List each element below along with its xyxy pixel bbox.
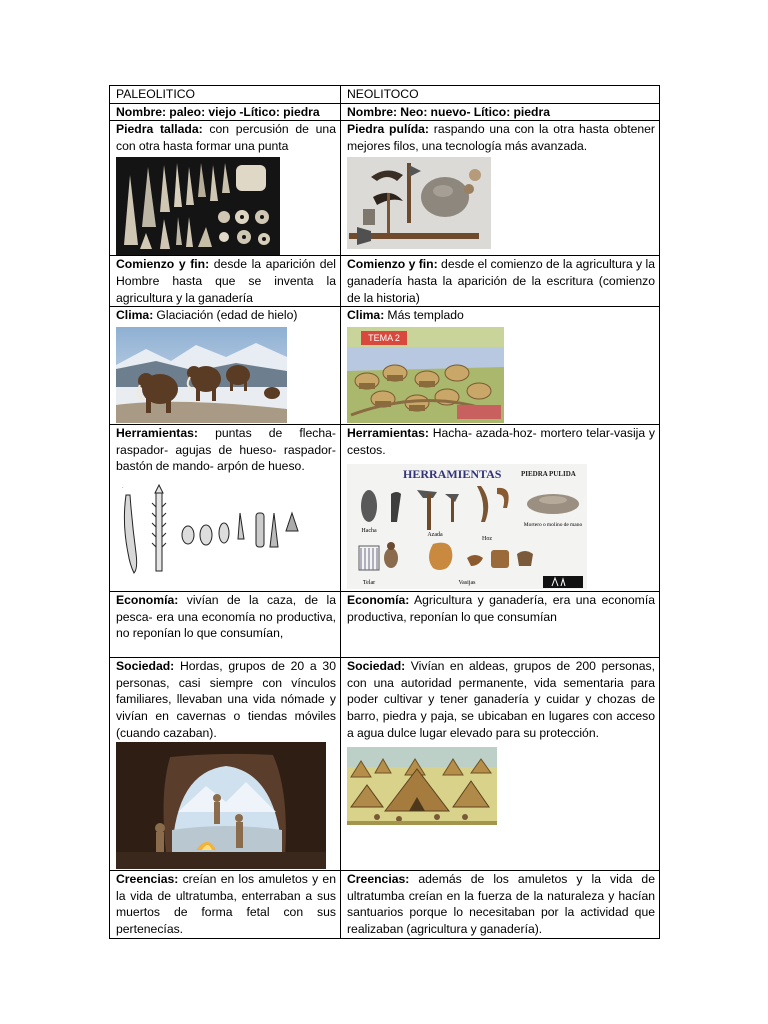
cave-image bbox=[116, 742, 336, 869]
piedra-row bbox=[110, 121, 660, 256]
header-neolitico: NEOLITOCO bbox=[341, 86, 660, 104]
poster-label-mortero: Mortero o molino de mano bbox=[523, 522, 583, 529]
sociedad-left-cell: Sociedad: Hordas, grupos de 20 a 30 personas, casi siempre con vínculos familiares, llevaban una vida nómade y vivían en cavernas o tiendas móviles (cuando cazaban). bbox=[110, 658, 341, 871]
comienzo-left-text: desde la aparición del Hombre hasta que se inventa la agricultura y la ganadería bbox=[116, 257, 336, 305]
herramientas-row bbox=[110, 425, 660, 592]
comienzo-row: Comienzo y fin: desde la aparición del Hombre hasta que se inventa la agricultura y la ganadería Comienzo y fin: desde el comienzo de la agricultura y la ganadería hasta la aparición de la escritura (comienzo de la historia) bbox=[110, 256, 660, 307]
poster-label-hacha: Hacha bbox=[361, 528, 377, 535]
herramientas-right-cell: Herramientas: Hacha- azada-hoz- mortero telar-vasija y cestos. HERRAMIENTAS PIEDRA PULIDA Hacha Azada Hoz Mortero o molino de mano Telar Vasijas bbox=[341, 425, 660, 592]
economia-right-text: Agricultura y ganadería, era una economía productiva, reponían lo que consumían bbox=[347, 593, 655, 624]
header-paleolitico: PALEOLITICO bbox=[110, 86, 341, 104]
huts-village-image bbox=[347, 747, 655, 825]
piedra-right-cell: Piedra pulída: raspando una con la otra hasta obtener mejores filos, una tecnología más avanzada. bbox=[341, 121, 660, 256]
sociedad-right-cell: Sociedad: Vivían en aldeas, grupos de 200 personas, con una autoridad permanente, vida sementaria para poder cultivar y tener ganadería y cuidar y chozas de barro, piedra y paja, se ubicaban en lugares con acceso a agua dulce lugar elevado para su protección. bbox=[341, 658, 660, 871]
nombre-left: Nombre: paleo: viejo -Lítico: piedra bbox=[116, 104, 320, 119]
sociedad-row bbox=[110, 658, 660, 871]
svg-text:·: · bbox=[122, 484, 124, 491]
poster-subtitle: PIEDRA PULIDA bbox=[521, 470, 576, 479]
clima-right-text: Más templado bbox=[384, 308, 464, 323]
piedra-left-cell: Piedra tallada: con percusión de una con otra hasta formar una punta bbox=[110, 121, 341, 256]
clima-right-cell: Clima: Más templado TEMA 2 bbox=[341, 307, 660, 425]
poster-label-azada: Azada bbox=[427, 532, 443, 539]
mammoths-image bbox=[116, 327, 336, 423]
piedra-right-text: raspando una con la otra hasta obtener mejores filos, una tecnología más avanzada. bbox=[347, 122, 655, 153]
sociedad-right-text: Vivían en aldeas, grupos de 200 personas, con una autoridad permanente, vida sementaria para poder cultivar y tener ganadería y cuidar y chozas de barro, piedra y paja, se ubicaban en lugares con acceso a agua dulce lugar elevado para su protección. bbox=[347, 659, 655, 740]
tema-caption: TEMA 2 bbox=[368, 332, 400, 343]
header-row bbox=[110, 86, 660, 104]
poster-label-telar: Telar bbox=[362, 580, 376, 587]
stone-tools-image bbox=[116, 157, 336, 255]
herramientas-left-cell: Herramientas: puntas de flecha-raspador- agujas de hueso- raspador-bastón de mando- arpón de hueso. · bbox=[110, 425, 341, 592]
nombre-right: Nombre: Neo: nuevo- Lítico: piedra bbox=[347, 104, 551, 119]
herramientas-left-text: puntas de flecha-raspador- agujas de hueso- raspador-bastón de mando- arpón de hueso. bbox=[116, 426, 336, 474]
creencias-left-text: creían en los amuletos y en la vida de ultratumba, enterraban a sus muertos de forma fetal con sus pertenecías. bbox=[116, 872, 336, 936]
comparison-table bbox=[109, 85, 660, 939]
economia-left-text: vivían de la caza, de la pesca- era una economía no productiva, no reponían lo que consumían, bbox=[116, 593, 336, 641]
neolithic-tools-poster bbox=[347, 464, 655, 589]
village-image bbox=[347, 327, 655, 423]
economia-row: Economía: vivían de la caza, de la pesca- era una economía no productiva, no reponían lo que consumían, Economía: Agricultura y ganadería, era una economía productiva, reponían lo que consumían bbox=[110, 592, 660, 658]
comienzo-right-text: desde el comienzo de la agricultura y la ganadería hasta la aparición de la escritura (comienzo de la historia) bbox=[347, 257, 655, 305]
bone-tools-image bbox=[116, 483, 336, 579]
piedra-left-text: con percusión de una con otra hasta formar una punta bbox=[116, 122, 336, 153]
creencias-right-text: además de los amuletos y la vida de ultratumba creían en la fuerza de la naturaleza y hacían santuarios porque lo necesitaban por la actividad que realizaban (agricultura y ganadería). bbox=[347, 872, 655, 936]
sociedad-left-text: Hordas, grupos de 20 a 30 personas, casi siempre con vínculos familiares, llevaban una vida nómade y vivían en cavernas o tiendas móviles (cuando cazaban). bbox=[116, 659, 336, 740]
polished-tools-image bbox=[347, 157, 655, 249]
herramientas-right-text: Hacha- azada-hoz- mortero telar-vasija y cestos. bbox=[347, 426, 655, 457]
poster-title: HERRAMIENTAS bbox=[403, 467, 502, 482]
clima-left-text: Glaciación (edad de hielo) bbox=[153, 308, 298, 323]
clima-row bbox=[110, 307, 660, 425]
creencias-row: Creencias: creían en los amuletos y en la vida de ultratumba, enterraban a sus muertos de forma fetal con sus pertenecías. Creencias: además de los amuletos y la vida de ultratumba creían en la fuerza de la naturaleza y hacían santuarios porque lo necesitaban por la actividad que realizaban (agricultura y ganadería). bbox=[110, 871, 660, 938]
nombre-row bbox=[110, 103, 660, 121]
poster-label-vasijas: Vasijas bbox=[458, 580, 476, 587]
poster-label-hoz: Hoz bbox=[482, 536, 492, 543]
clima-left-cell: Clima: Glaciación (edad de hielo) bbox=[110, 307, 341, 425]
